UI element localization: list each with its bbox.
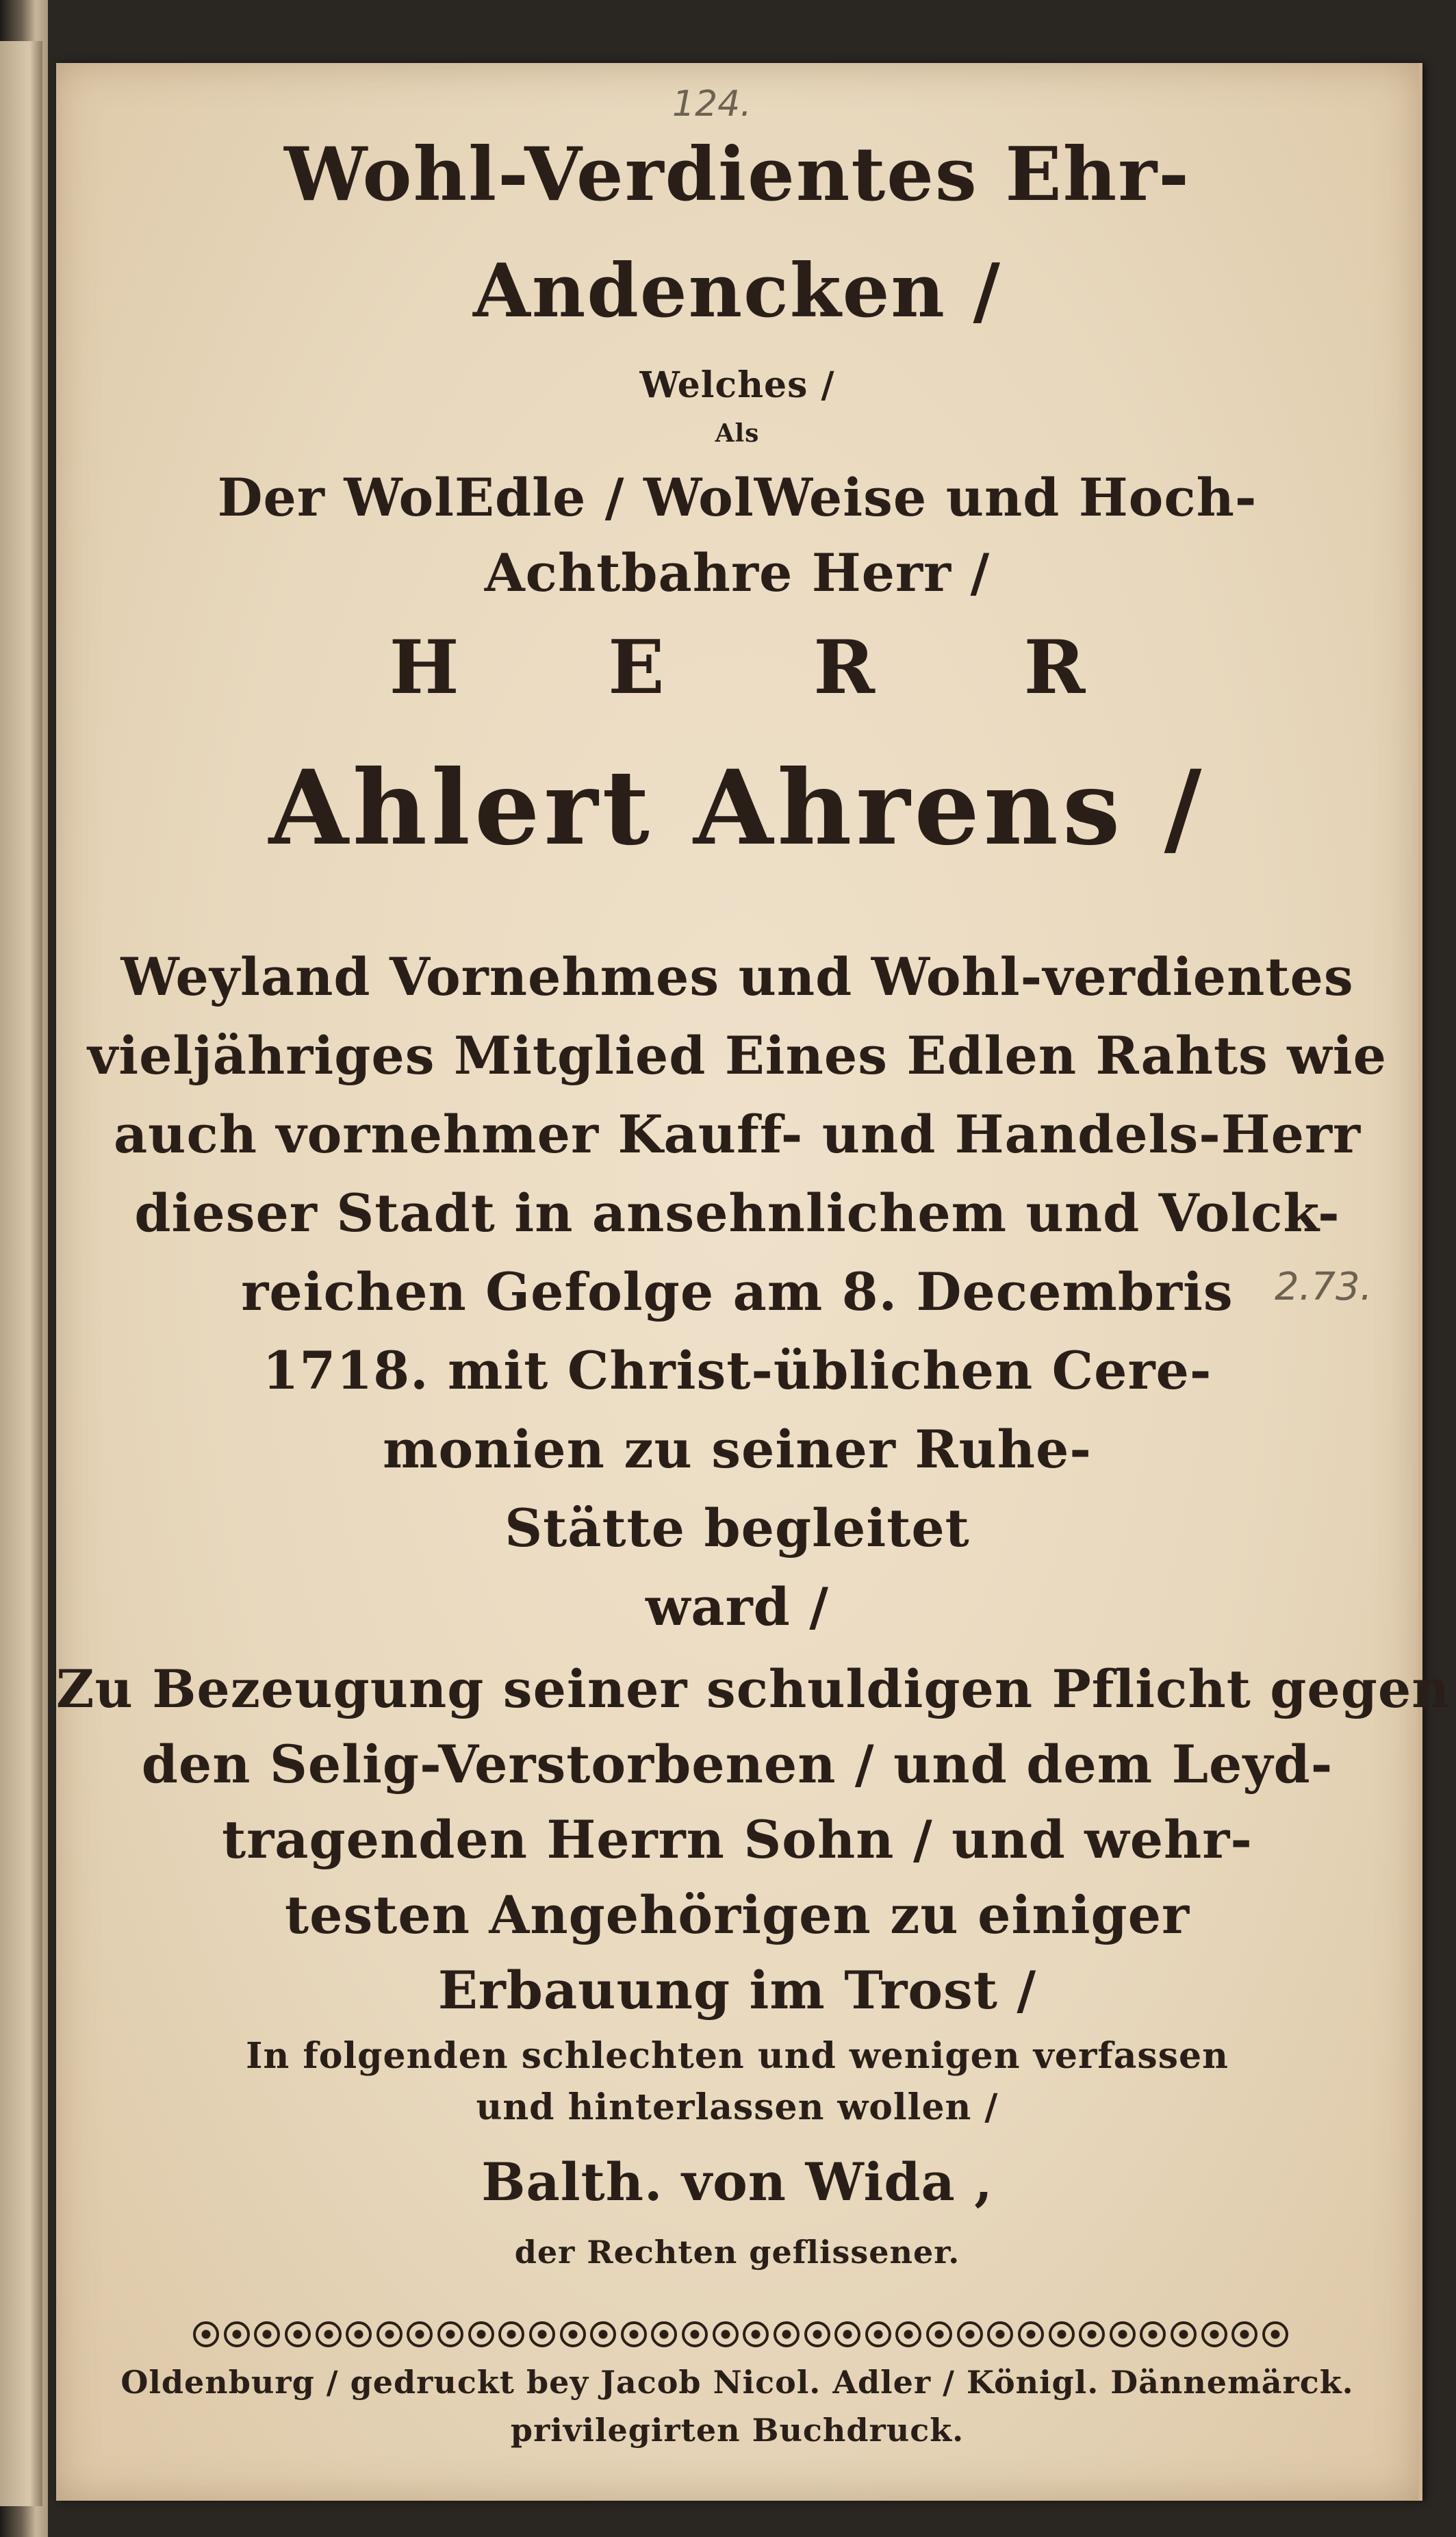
author-name: Balth. von Wida , (481, 2151, 993, 2212)
ornament-rosette-icon (834, 2321, 860, 2347)
ornament-rosette-icon (560, 2321, 586, 2347)
dedication-line-4: testen Angehörigen zu einiger (285, 1884, 1190, 1945)
ornament-rosette-icon (987, 2321, 1013, 2347)
ornament-rosette-icon (957, 2321, 983, 2347)
title-page (56, 63, 1451, 2501)
ornament-rosette-icon (1018, 2321, 1044, 2347)
body-line-6: 1718. mit Christ-üblichen Cere- (262, 1340, 1212, 1401)
title-page-content (56, 63, 1451, 2501)
ornament-rosette-icon (468, 2321, 494, 2347)
ornament-rosette-icon (1140, 2321, 1166, 2347)
als-line: Als (715, 419, 760, 448)
herr-line: H E R R (389, 624, 1147, 711)
dedication-line-2: den Selig-Verstorbenen / und dem Leyd- (141, 1734, 1333, 1795)
ornament-rosette-icon (1201, 2321, 1227, 2347)
dedication-line-1: Zu Bezeugung seiner schuldigen Pflicht gegen (56, 1658, 1451, 1719)
ornament-rosette-icon (895, 2321, 921, 2347)
ornament-rosette-icon (316, 2321, 342, 2347)
ornament-rosette-icon (926, 2321, 952, 2347)
ornament-rosette-icon (651, 2321, 677, 2347)
body-line-5: reichen Gefolge am 8. Decembris (241, 1261, 1234, 1322)
author-title: der Rechten geflissener. (514, 2234, 960, 2271)
body-line-3: auch vornehmer Kauff- und Handels-Herr (113, 1104, 1362, 1165)
body-line-8: Stätte begleitet (505, 1498, 970, 1558)
honoree-name: Ahlert Ahrens / (268, 748, 1206, 868)
closing-line-2: und hinterlassen wollen / (476, 2086, 999, 2128)
ornament-rosette-icon (743, 2321, 769, 2347)
ornament-rosette-icon (376, 2321, 403, 2347)
ornament-rosette-icon (804, 2321, 830, 2347)
closing-line-1: In folgenden schlechten und wenigen verfassen (246, 2035, 1229, 2077)
body-line-2: vieljähriges Mitglied Eines Edlen Rahts wie (88, 1025, 1387, 1086)
welches-line: Welches / (639, 364, 835, 406)
body-line-1: Weyland Vornehmes und Wohl-verdientes (120, 946, 1354, 1007)
ornament-rosette-icon (1049, 2321, 1075, 2347)
ornament-rosette-icon (285, 2321, 311, 2347)
pencil-page-number: 124. (672, 84, 752, 125)
ornament-rosette-icon (529, 2321, 555, 2347)
imprint-line-1: Oldenburg / gedruckt bey Jacob Nicol. Adler / Königl. Dännemärck. (120, 2364, 1354, 2401)
pencil-margin-note: 2.73. (1275, 1265, 1372, 1309)
ornament-rosette-icon (346, 2321, 372, 2347)
title-line-1: Wohl-Verdientes Ehr- (284, 131, 1190, 218)
ornament-rosette-icon (1262, 2321, 1288, 2347)
body-line-4: dieser Stadt in ansehnlichem und Volck- (134, 1183, 1340, 1244)
dedication-line-3: tragenden Herrn Sohn / und wehr- (222, 1809, 1253, 1870)
ornament-rosette-icon (407, 2321, 433, 2347)
ornament-rosette-icon (1110, 2321, 1136, 2347)
dedication-line-5: Erbauung im Trost / (437, 1960, 1037, 2021)
ornament-rosette-icon (1171, 2321, 1197, 2347)
title-line-2: Andencken / (473, 248, 1001, 334)
ornament-rosette-icon (1079, 2321, 1105, 2347)
ornament-rosette-icon (254, 2321, 280, 2347)
facing-page-edge (0, 41, 42, 2506)
der-line-1: Der WolEdle / WolWeise und Hoch- (217, 467, 1257, 528)
body-line-9: ward / (645, 1576, 830, 1637)
ornament-rosette-icon (193, 2321, 219, 2347)
ornament-rosette-icon (682, 2321, 708, 2347)
ornament-rosette-icon (621, 2321, 647, 2347)
der-line-2: Achtbahre Herr / (484, 542, 991, 603)
body-line-7: monien zu seiner Ruhe- (383, 1419, 1092, 1480)
ornament-rosette-icon (498, 2321, 524, 2347)
ornament-border (193, 2317, 1288, 2351)
ornament-rosette-icon (590, 2321, 616, 2347)
ornament-rosette-icon (437, 2321, 463, 2347)
imprint-line-2: privilegirten Buchdruck. (510, 2412, 965, 2449)
ornament-rosette-icon (1231, 2321, 1257, 2347)
ornament-rosette-icon (224, 2321, 250, 2347)
ornament-rosette-icon (713, 2321, 739, 2347)
ornament-rosette-icon (774, 2321, 800, 2347)
ornament-rosette-icon (865, 2321, 891, 2347)
